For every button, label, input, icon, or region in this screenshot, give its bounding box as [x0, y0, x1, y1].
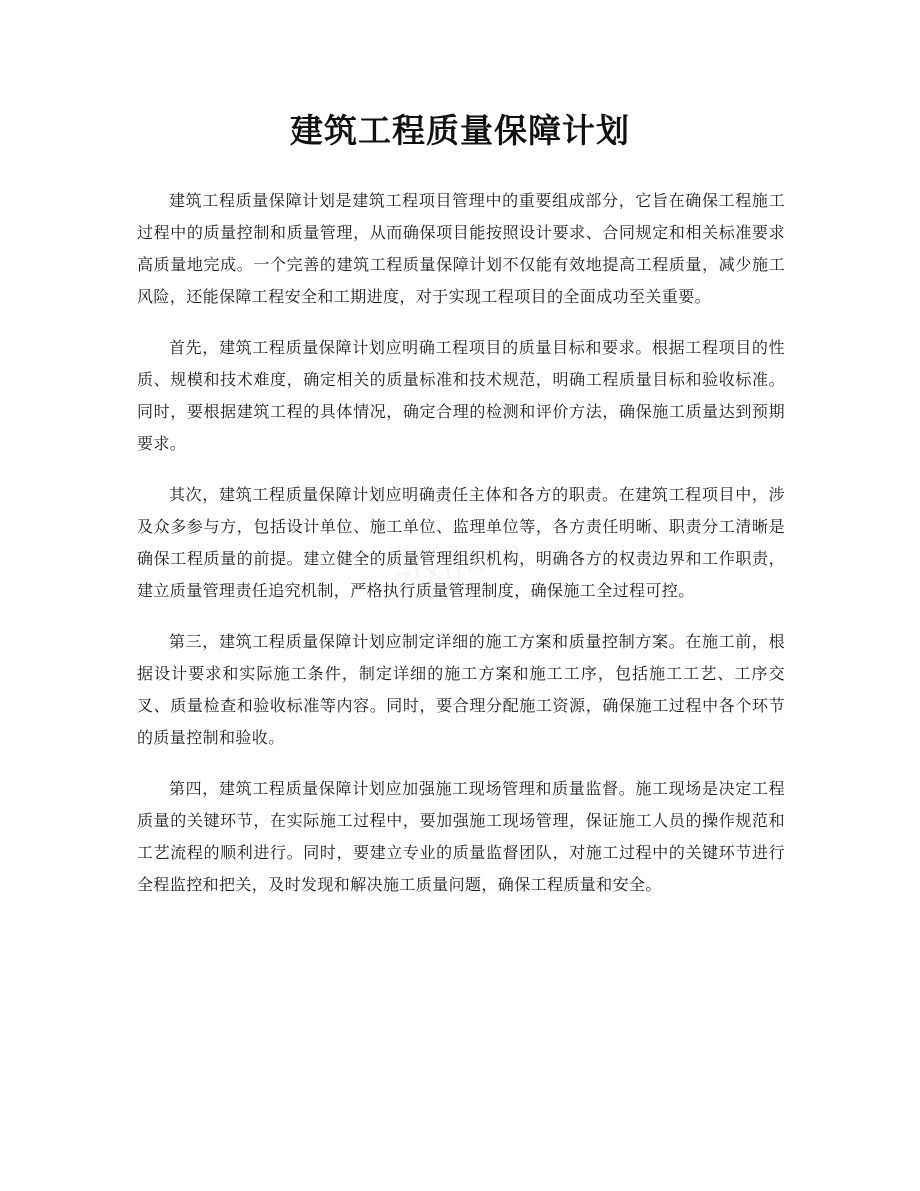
paragraph-third: 第三，建筑工程质量保障计划应制定详细的施工方案和质量控制方案。在施工前，根据设计要求和实际施工条件，制定详细的施工方案和施工工序，包括施工工艺、工序交叉、质量检查和验收标准等内容。同时，要合理分配施工资源，确保施工过程中各个环节的质量控制和验收。	[137, 632, 785, 747]
document-body	[137, 185, 785, 920]
document-title: 建筑工程质量保障计划	[290, 111, 630, 150]
paragraph-second: 其次，建筑工程质量保障计划应明确责任主体和各方的职责。在建筑工程项目中，涉及众多参与方，包括设计单位、施工单位、监理单位等，各方责任明晰、职责分工清晰是确保工程质量的前提。建立健全的质量管理组织机构，明确各方的权责边界和工作职责，建立质量管理责任追究机制，严格执行质量管理制度，确保施工全过程可控。	[137, 485, 785, 600]
paragraph-fourth: 第四，建筑工程质量保障计划应加强施工现场管理和质量监督。施工现场是决定工程质量的关键环节，在实际施工过程中，要加强施工现场管理，保证施工人员的操作规范和工艺流程的顺利进行。同时，要建立专业的质量监督团队，对施工过程中的关键环节进行全程监控和把关，及时发现和解决施工质量问题，确保工程质量和安全。	[137, 779, 785, 894]
paragraph-intro: 建筑工程质量保障计划是建筑工程项目管理中的重要组成部分，它旨在确保工程施工过程中的质量控制和质量管理，从而确保项目能按照设计要求、合同规定和相关标准要求高质量地完成。一个完善的建筑工程质量保障计划不仅能有效地提高工程质量，减少施工风险，还能保障工程安全和工期进度，对于实现工程项目的全面成功至关重要。	[137, 191, 785, 306]
paragraph-first: 首先，建筑工程质量保障计划应明确工程项目的质量目标和要求。根据工程项目的性质、规模和技术难度，确定相关的质量标准和技术规范，明确工程质量目标和验收标准。同时，要根据建筑工程的具体情况，确定合理的检测和评价方法，确保施工质量达到预期要求。	[137, 338, 785, 453]
watermark: zixin.cn	[392, 532, 528, 599]
